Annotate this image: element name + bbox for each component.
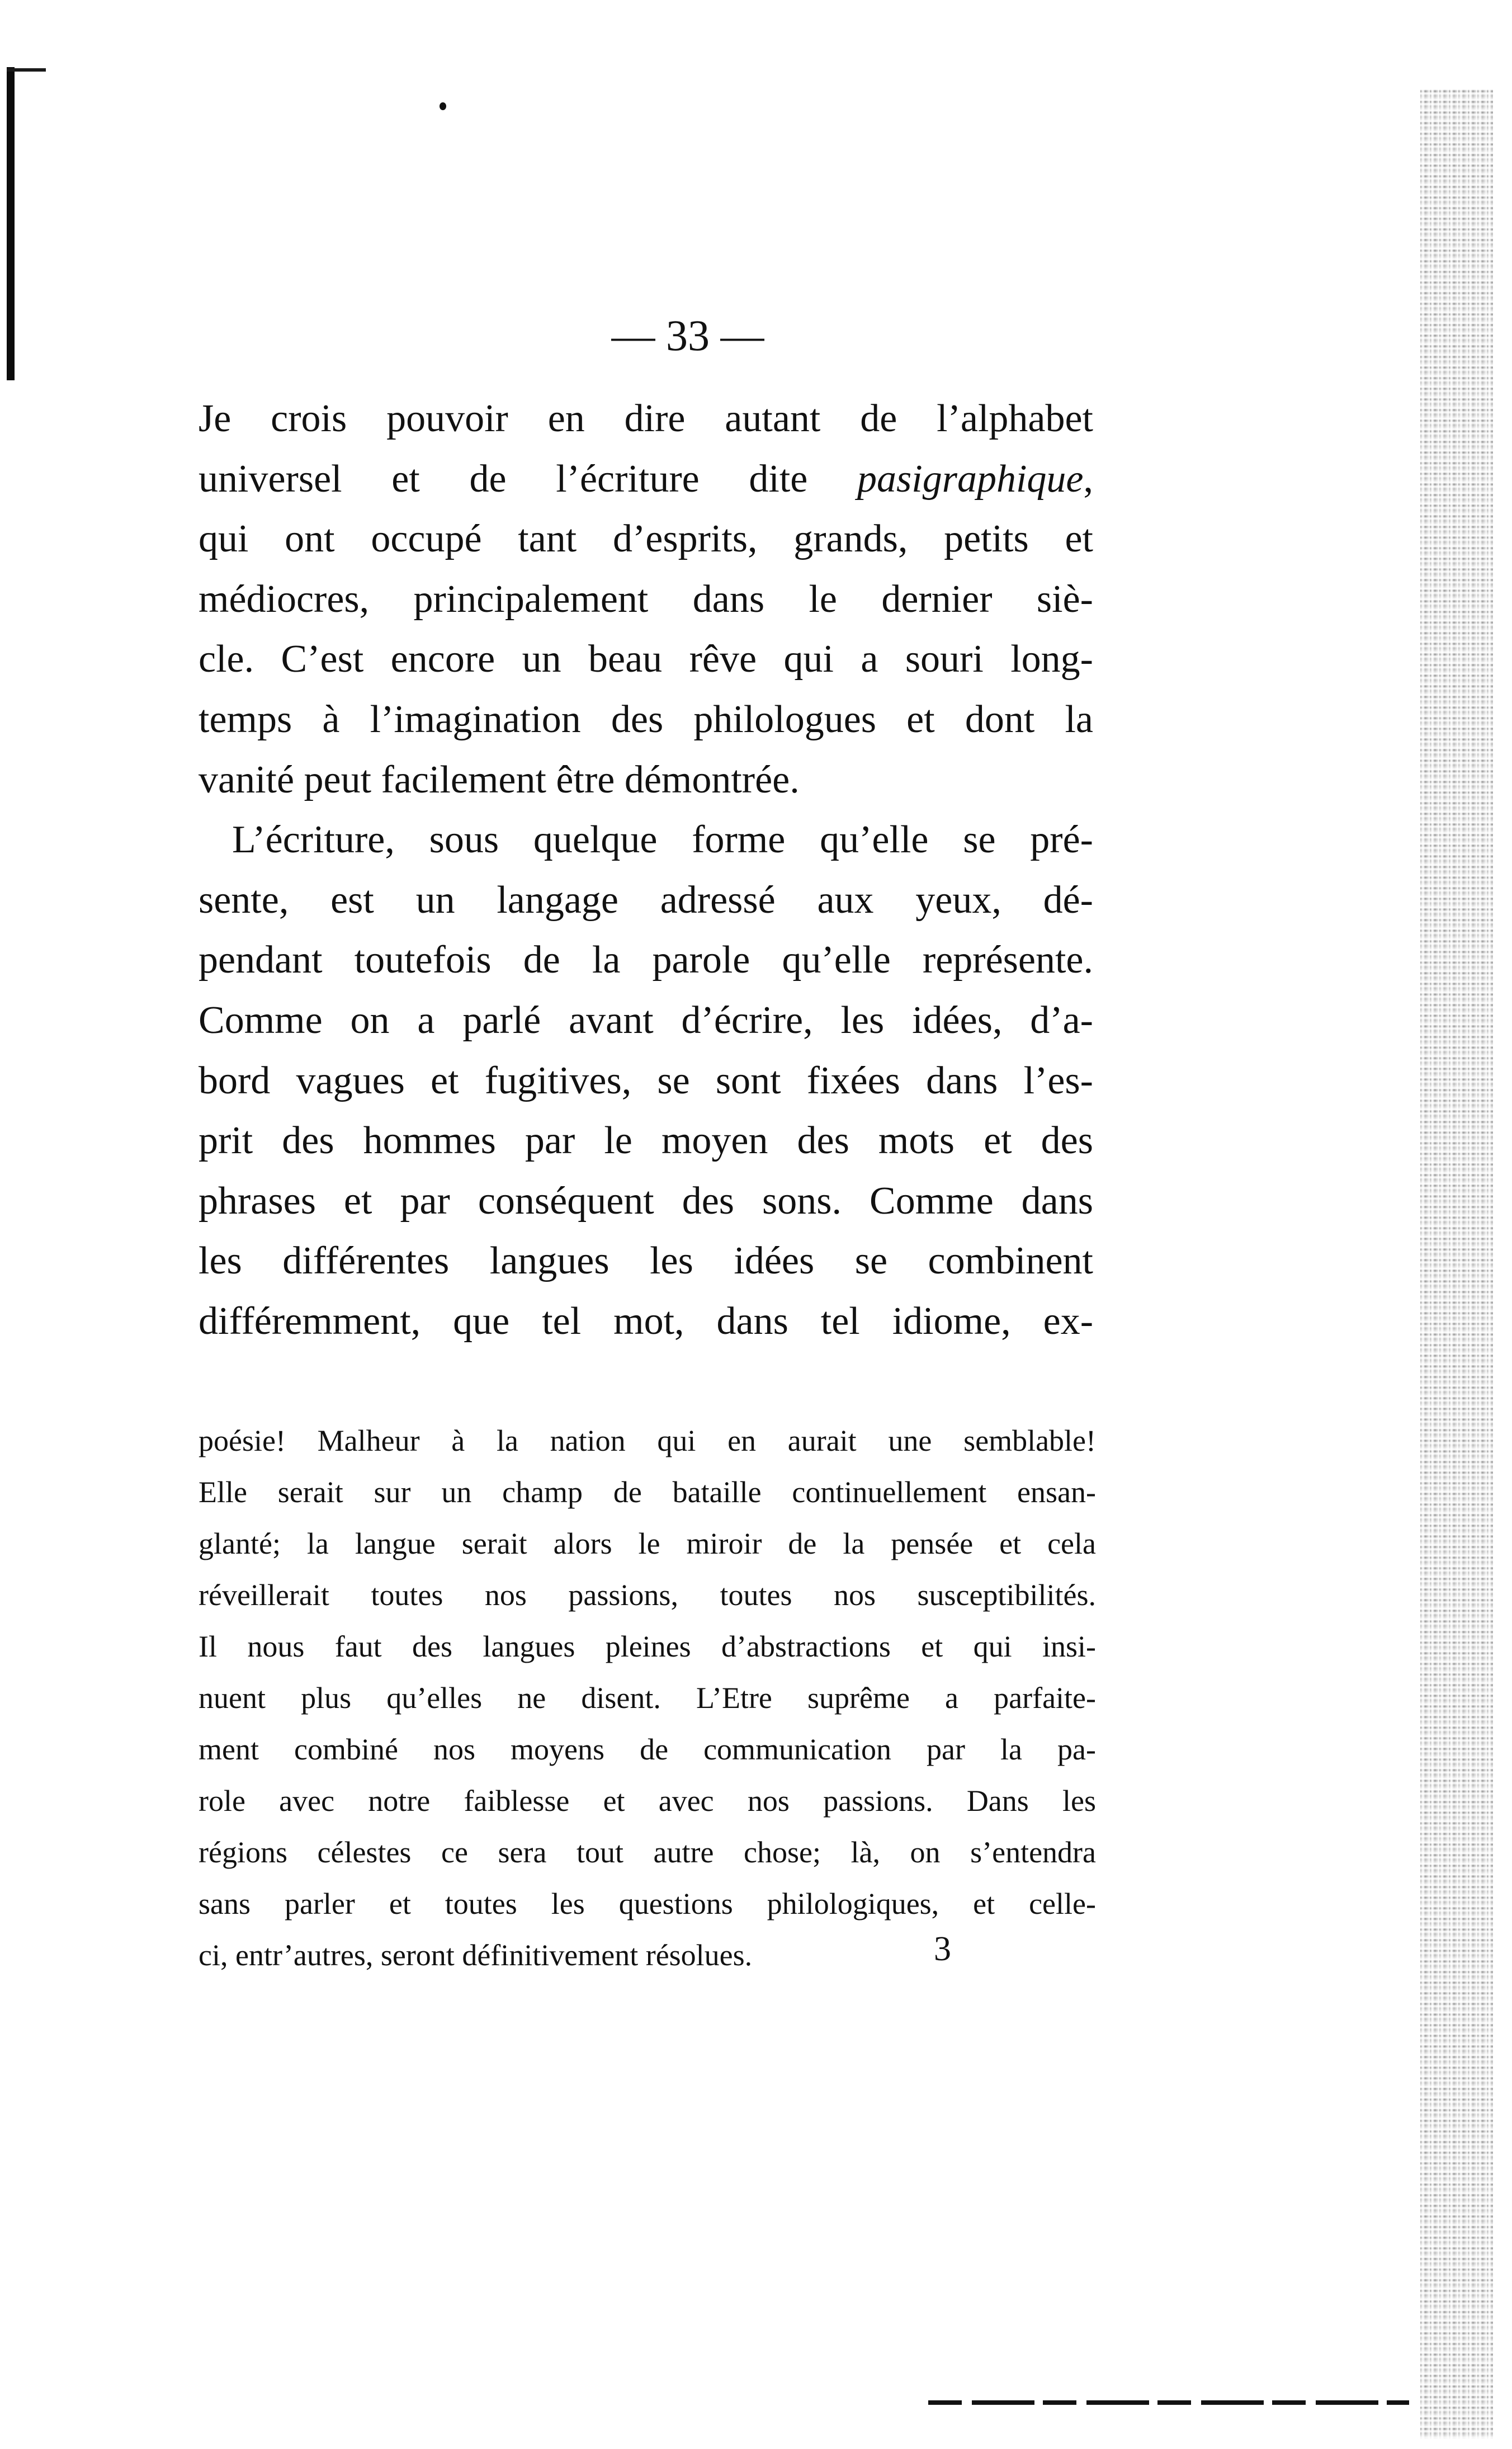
text-line: temps à l’imagination des philologues et dont la — [199, 697, 1093, 741]
text-line: vanité peut facilement être démontrée. — [199, 758, 800, 801]
text-line: médiocres, principalement dans le dernier siè- — [199, 577, 1093, 621]
footnote-line: ment combiné nos moyens de communication par la pa- — [199, 1733, 1096, 1766]
text-line: cle. C’est encore un beau rêve qui a souri long- — [199, 638, 1093, 681]
text-line: qui ont occupé tant d’esprits, grands, petits et — [199, 517, 1093, 561]
footnote-line: réveillerait toutes nos passions, toutes nos susceptibilités. — [199, 1578, 1096, 1612]
text-line: pendant toutefois de la parole qu’elle représente. — [199, 938, 1093, 982]
text-line: prit des hommes par le moyen des mots et des — [199, 1119, 1093, 1163]
ink-dot — [440, 102, 446, 110]
text-line: sente, est un langage adressé aux yeux, dé- — [199, 878, 1093, 922]
footnote-line: ci, entr’autres, seront définitivement résolues. — [199, 1938, 753, 1972]
signature-mark: 3 — [934, 1930, 951, 1968]
footnote-line: Elle serait sur un champ de bataille continuellement ensan- — [199, 1475, 1096, 1509]
footnote-line: poésie! Malheur à la nation qui en aurait une semblable! — [199, 1424, 1096, 1457]
footnote-line: role avec notre faiblesse et avec nos passions. Dans les — [199, 1784, 1096, 1818]
text-line: Comme on a parlé avant d’écrire, les idées, d’a- — [199, 998, 1093, 1042]
text-line: les différentes langues les idées se combinent — [199, 1239, 1093, 1283]
page-number: — 33 — — [611, 311, 764, 360]
text-line: bord vagues et fugitives, se sont fixées dans l’es- — [199, 1059, 1093, 1102]
footnote-line: sans parler et toutes les questions philologiques, et celle- — [199, 1887, 1096, 1920]
italic-term: pasigraphique — [857, 457, 1084, 501]
footnote-line: glanté; la langue serait alors le miroir de la pensée et cela — [199, 1527, 1096, 1560]
text-line: phrases et par conséquent des sons. Comme dans — [199, 1179, 1093, 1223]
text-line: Je crois pouvoir en dire autant de l’alphabet — [199, 397, 1093, 440]
text-line: L’écriture, sous quelque forme qu’elle se pré- — [232, 818, 1093, 862]
scan-edge-right — [1420, 89, 1493, 2438]
scan-edge-bottom — [928, 2400, 1409, 2405]
footnote-line: régions célestes ce sera tout autre chose; là, on s’entendra — [199, 1835, 1096, 1869]
scan-edge-left-top — [7, 68, 46, 72]
main-text — [199, 389, 1093, 1352]
footnote-line: nuent plus qu’elles ne disent. L’Etre suprême a parfaite- — [199, 1681, 1096, 1715]
text-line: universel et de l’écriture dite pasigraphique, — [199, 457, 1093, 501]
text-line: différemment, que tel mot, dans tel idiome, ex- — [199, 1299, 1093, 1343]
footnote — [199, 1415, 1096, 1981]
footnote-line: Il nous faut des langues pleines d’abstractions et qui insi- — [199, 1630, 1096, 1663]
